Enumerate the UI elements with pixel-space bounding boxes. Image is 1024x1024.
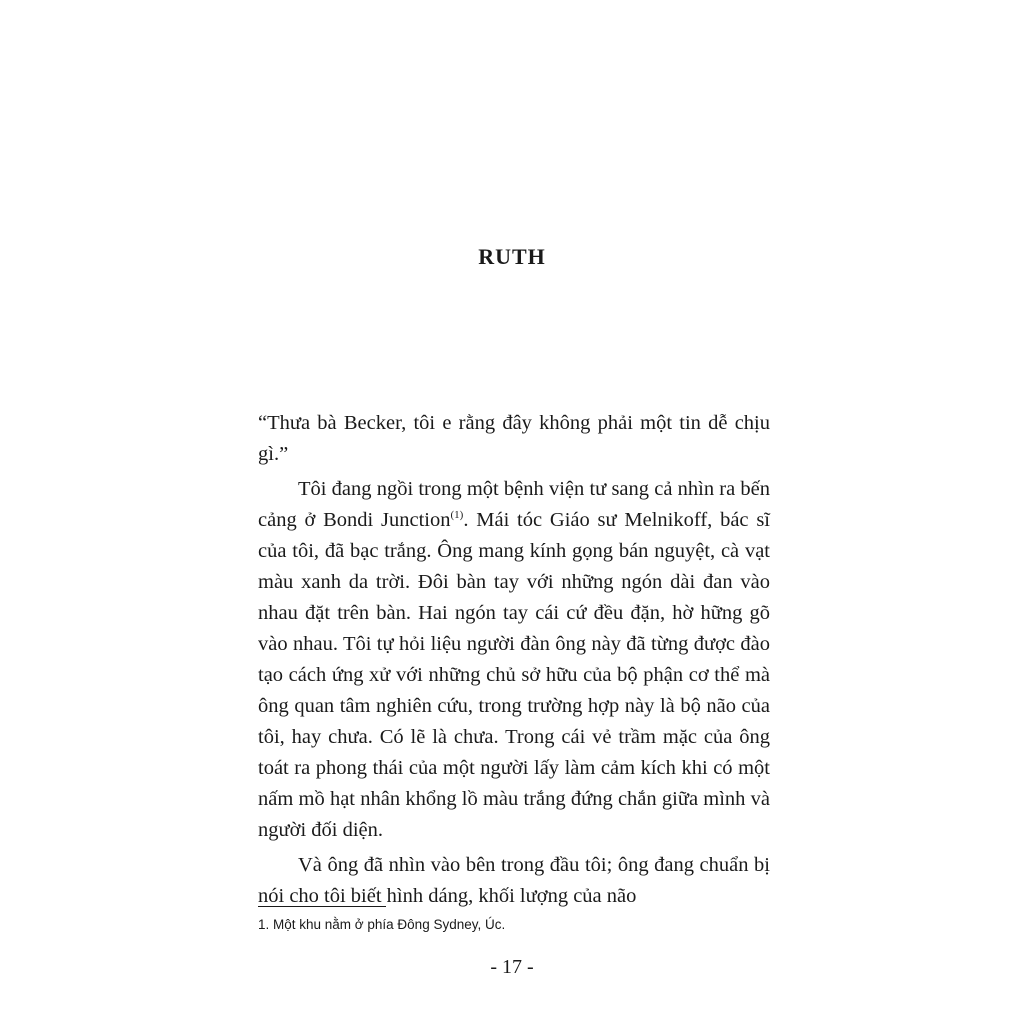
paragraph-2-text-end: . Mái tóc Giáo sư Melnikoff, bác sĩ của tôi, đã bạc trắng. Ông mang kính gọng bán nguyệt, cà vạt màu xanh da trời. Đôi bàn tay với những ngón dài đan vào nhau đặt trên bàn. Hai ngón tay cái cứ đều đặn, hờ hững gõ vào nhau. Tôi tự hỏi liệu người đàn ông này đã từng được đào tạo cách ứng xử với những chủ sở hữu của bộ phận cơ thể mà ông quan tâm nghiên cứu, trong trường hợp này là bộ não của tôi, hay chưa. Có lẽ là chưa. Trong cái vẻ trầm mặc của ông toát ra phong thái của một người lấy làm cảm kích khi có một nấm mồ hạt nhân khổng lồ màu trắng đứng chắn giữa mình và người đối diện. xyxy=(258,509,770,841)
body-text xyxy=(258,408,770,916)
page-number: - 17 - xyxy=(490,956,534,978)
paragraph-1: “Thưa bà Becker, tôi e rằng đây không phải một tin dễ chịu gì.” xyxy=(258,412,770,465)
paragraph-2-text-start: Tôi đang ngồi trong một bệnh viện tư sang cả nhìn ra bến cảng ở Bondi Junction xyxy=(258,478,770,531)
paragraph-3: Và ông đã nhìn vào bên trong đầu tôi; ông đang chuẩn bị nói cho tôi biết hình dáng, khối lượng của não xyxy=(258,854,770,907)
chapter-title: RUTH xyxy=(478,244,546,269)
footnote: 1. Một khu nằm ở phía Đông Sydney, Úc. xyxy=(258,917,506,932)
footnote-divider xyxy=(258,906,386,907)
footnote-reference: (1) xyxy=(450,509,464,522)
paragraph-2 xyxy=(258,474,770,846)
